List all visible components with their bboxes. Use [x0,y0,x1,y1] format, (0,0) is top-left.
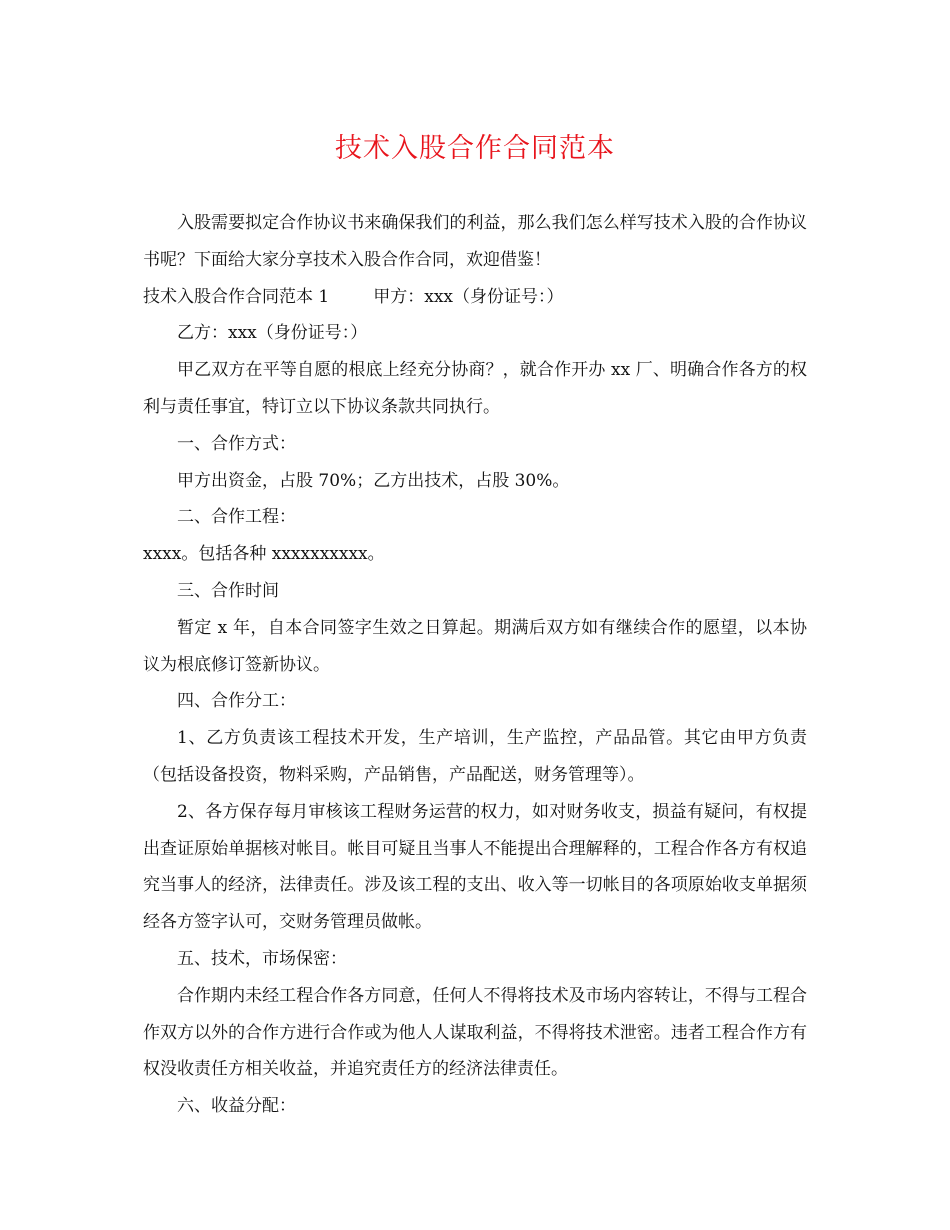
party-a: 甲方：xxx（身份证号：） [373,286,564,307]
document-body [143,205,807,1125]
section4-heading: 四、合作分工： [177,691,296,712]
section2-heading: 二、合作工程： [177,507,296,528]
section4-item2: 2、各方保存每月审核该工程财务运营的权力，如对财务收支，损益有疑问，有权提出查证原始单据核对帐目。帐目可疑且当事人不能提出合理解释的，工程合作各方有权追究当事人的经济，法律责任。涉及该工程的支出、收入等一切帐目的各项原始收支单据须经各方签字认可，交财务管理员做帐。 [143,801,807,933]
section1-heading: 一、合作方式： [177,433,296,454]
sample-label: 技术入股合作合同范本 1 [143,286,330,307]
document-title: 技术入股合作合同范本 [335,133,615,164]
sample-party-a-line [143,279,807,316]
section5-text: 合作期内未经工程合作各方同意，任何人不得将技术及市场内容转让，不得与工程合作双方以外的合作方进行合作或为他人人谋取利益，不得将技术泄密。违者工程合作方有权没收责任方相关收益，并追究责任方的经济法律责任。 [143,985,807,1080]
section2-text: xxxx。包括各种 xxxxxxxxxx。 [143,544,385,565]
section5-heading: 五、技术，市场保密： [177,948,347,969]
preamble-paragraph: 甲乙双方在平等自愿的根底上经充分协商？，就合作开办 xx 厂、明确合作各方的权利与责任事宜，特订立以下协议条款共同执行。 [143,360,807,417]
party-b: 乙方：xxx（身份证号：） [177,323,368,344]
section4-item1: 1、乙方负责该工程技术开发，生产培训，生产监控，产品品管。其它由甲方负责（包括设备投资，物料采购，产品销售，产品配送，财务管理等）。 [143,728,807,785]
section3-text: 暂定 x 年，自本合同签字生效之日算起。期满后双方如有继续合作的愿望，以本协议为根底修订签新协议。 [143,617,807,675]
section1-text: 甲方出资金，占股 70%；乙方出技术，占股 30%。 [177,470,570,491]
section6-heading: 六、收益分配： [177,1096,296,1117]
section3-heading: 三、合作时间 [177,580,279,601]
intro-paragraph: 入股需要拟定合作协议书来确保我们的利益，那么我们怎么样写技术入股的合作协议书呢？下面给大家分享技术入股合作合同，欢迎借鉴！ [143,213,807,270]
